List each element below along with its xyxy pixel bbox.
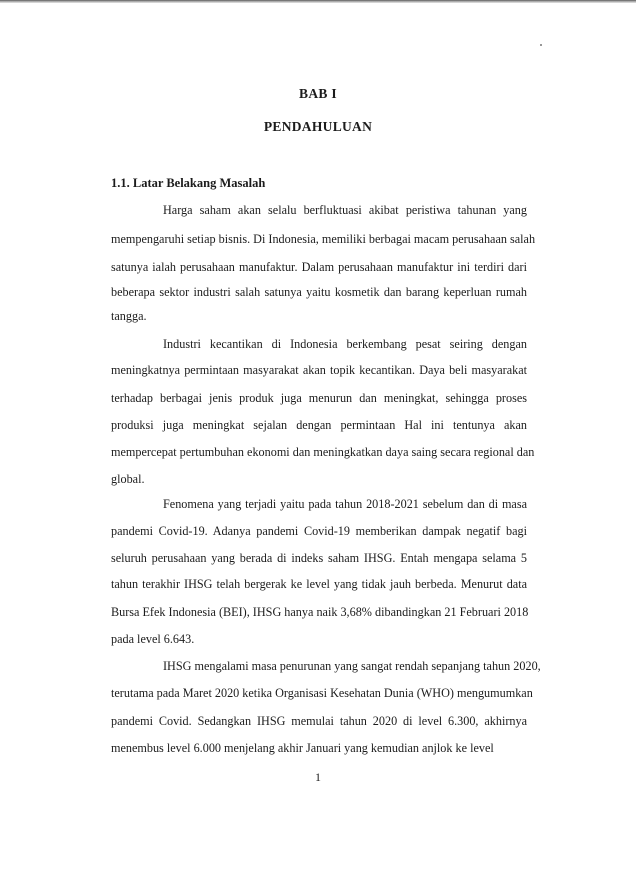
- text-line: pada level 6.643.: [111, 632, 195, 646]
- text-line: produksi juga meningkat sejalan dengan permintaan Hal ini tentunya akan: [111, 418, 527, 432]
- text-line: terhadap berbagai jenis produk juga menurun dan meningkat, sehingga proses: [111, 391, 527, 405]
- text-line: pandemi Covid. Sedangkan IHSG memulai tahun 2020 di level 6.300, akhirnya: [111, 714, 527, 728]
- chapter-title: PENDAHULUAN: [263, 119, 373, 134]
- text-line: global.: [111, 472, 145, 486]
- text-line: satunya ialah perusahaan manufaktur. Dalam perusahaan manufaktur ini terdiri dari: [111, 260, 527, 274]
- text-line: mempengaruhi setiap bisnis. Di Indonesia, memiliki berbagai macam perusahaan salah: [111, 232, 536, 246]
- scan-speck: [540, 44, 542, 46]
- text-line: beberapa sektor industri salah satunya yaitu kosmetik dan barang keperluan rumah: [111, 285, 527, 299]
- page-number: 1: [315, 770, 321, 784]
- text-line: seluruh perusahaan yang berada di indeks saham IHSG. Entah mengapa selama 5: [111, 551, 527, 565]
- text-line: tahun terakhir IHSG telah bergerak ke level yang tidak jauh berbeda. Menurut data: [111, 577, 527, 591]
- section-heading: 1.1. Latar Belakang Masalah: [111, 176, 266, 190]
- text-line: Bursa Efek Indonesia (BEI), IHSG hanya naik 3,68% dibandingkan 21 Februari 2018: [111, 605, 529, 619]
- scan-edge-shadow: [0, 0, 636, 3]
- text-line: Fenomena yang terjadi yaitu pada tahun 2018-2021 sebelum dan di masa: [163, 497, 527, 511]
- text-line: IHSG mengalami masa penurunan yang sangat rendah sepanjang tahun 2020,: [163, 659, 541, 673]
- text-line: meningkatnya permintaan masyarakat akan topik kecantikan. Daya beli masyarakat: [111, 363, 527, 377]
- text-line: pandemi Covid-19. Adanya pandemi Covid-19 memberikan dampak negatif bagi: [111, 524, 527, 538]
- text-line: Industri kecantikan di Indonesia berkembang pesat seiring dengan: [163, 337, 527, 351]
- text-line: terutama pada Maret 2020 ketika Organisasi Kesehatan Dunia (WHO) mengumumkan: [111, 686, 533, 700]
- text-line: mempercepat pertumbuhan ekonomi dan meningkatkan daya saing secara regional dan: [111, 445, 535, 459]
- text-line: Harga saham akan selalu berfluktuasi akibat peristiwa tahunan yang: [163, 203, 527, 217]
- text-line: tangga.: [111, 309, 147, 323]
- chapter-number: BAB I: [299, 86, 337, 101]
- text-line: menembus level 6.000 menjelang akhir Januari yang kemudian anjlok ke level: [111, 741, 494, 755]
